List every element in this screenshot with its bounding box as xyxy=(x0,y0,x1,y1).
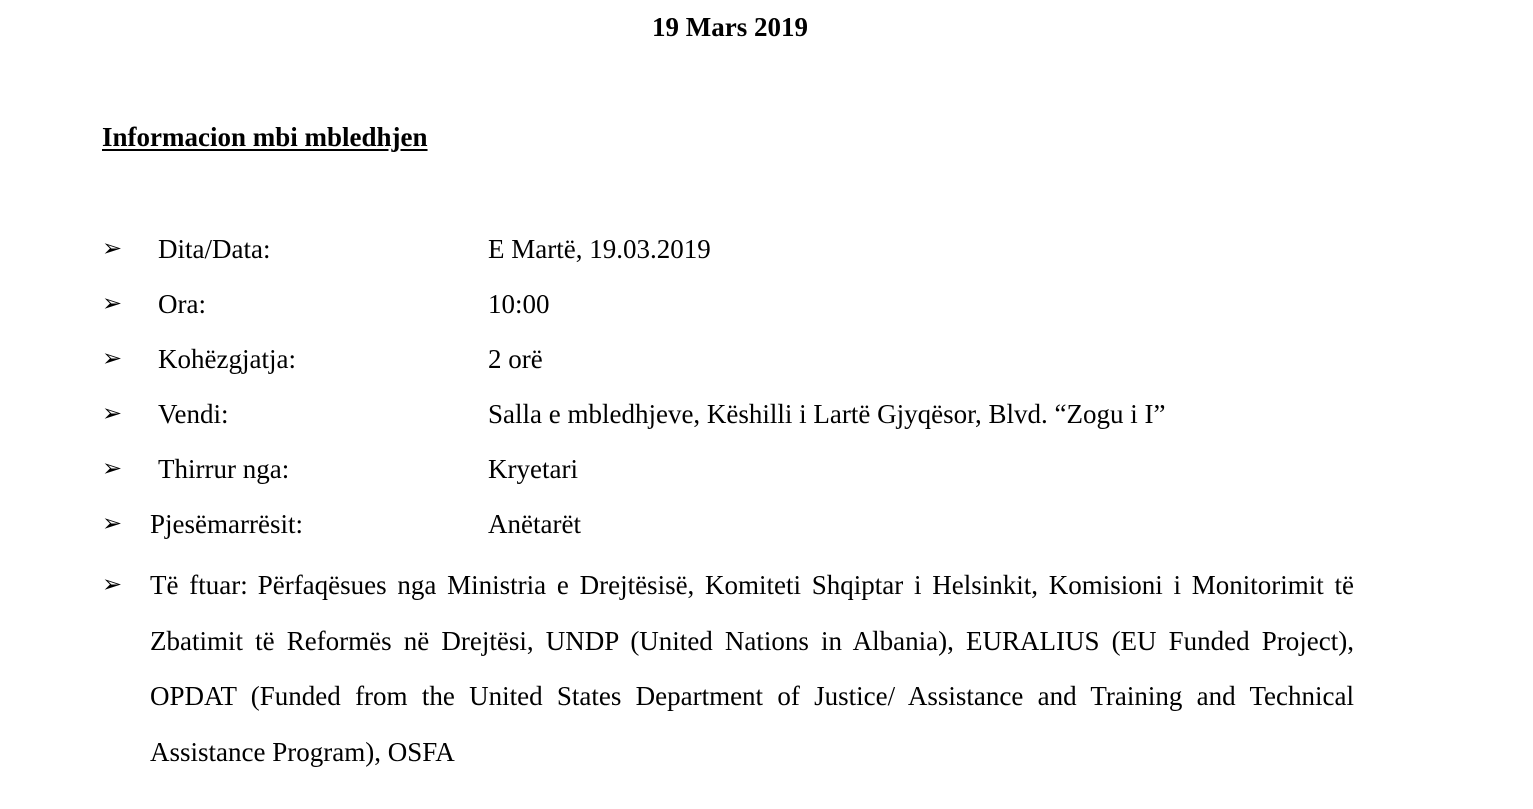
meeting-info-list xyxy=(102,228,1362,780)
item-label: Pjesëmarrësit: xyxy=(150,509,303,539)
list-item-convened-by xyxy=(102,448,1362,503)
item-value: 10:00 xyxy=(488,289,550,319)
item-value: E Martë, 19.03.2019 xyxy=(488,234,711,264)
item-value: 2 orë xyxy=(488,344,543,374)
arrow-bullet-icon: ➢ xyxy=(102,401,123,427)
list-item-guests xyxy=(102,558,1362,780)
item-label: Vendi: xyxy=(158,399,229,429)
arrow-bullet-icon: ➢ xyxy=(102,236,123,262)
list-item-day-date xyxy=(102,228,1362,283)
arrow-bullet-icon: ➢ xyxy=(102,511,123,537)
item-value: Anëtarët xyxy=(488,509,581,539)
arrow-bullet-icon: ➢ xyxy=(102,456,123,482)
item-value: Salla e mbledhjeve, Këshilli i Lartë Gjyqësor, Blvd. “Zogu i I” xyxy=(488,399,1166,429)
item-label: Thirrur nga: xyxy=(158,454,290,484)
section-heading: Informacion mbi mbledhjen xyxy=(102,122,428,152)
arrow-bullet-icon: ➢ xyxy=(102,346,123,372)
list-item-time xyxy=(102,283,1362,338)
item-value: Kryetari xyxy=(488,454,578,484)
item-label: Dita/Data: xyxy=(158,234,271,264)
list-item-participants xyxy=(102,503,1362,558)
guests-paragraph xyxy=(150,558,1354,780)
guests-label: Të ftuar: xyxy=(150,570,248,600)
arrow-bullet-icon: ➢ xyxy=(102,572,123,598)
list-item-duration xyxy=(102,338,1362,393)
arrow-bullet-icon: ➢ xyxy=(102,291,123,317)
document-date: 19 Mars 2019 xyxy=(652,12,808,42)
list-item-venue xyxy=(102,393,1362,448)
item-label: Ora: xyxy=(158,289,206,319)
guests-text: Përfaqësues nga Ministria e Drejtësisë, Komiteti Shqiptar i Helsinkit, Komisioni i Monitorimit të Zbatimit të Reformës në Drejtësi, UNDP (United Nations in Albania), EURALIUS (EU Funded Project), OPDAT (Funded from the United States Department of Justice/ Assistance and Training and Technical Assistance Program), OSFA xyxy=(150,570,1355,767)
item-label: Kohëzgjatja: xyxy=(158,344,296,374)
